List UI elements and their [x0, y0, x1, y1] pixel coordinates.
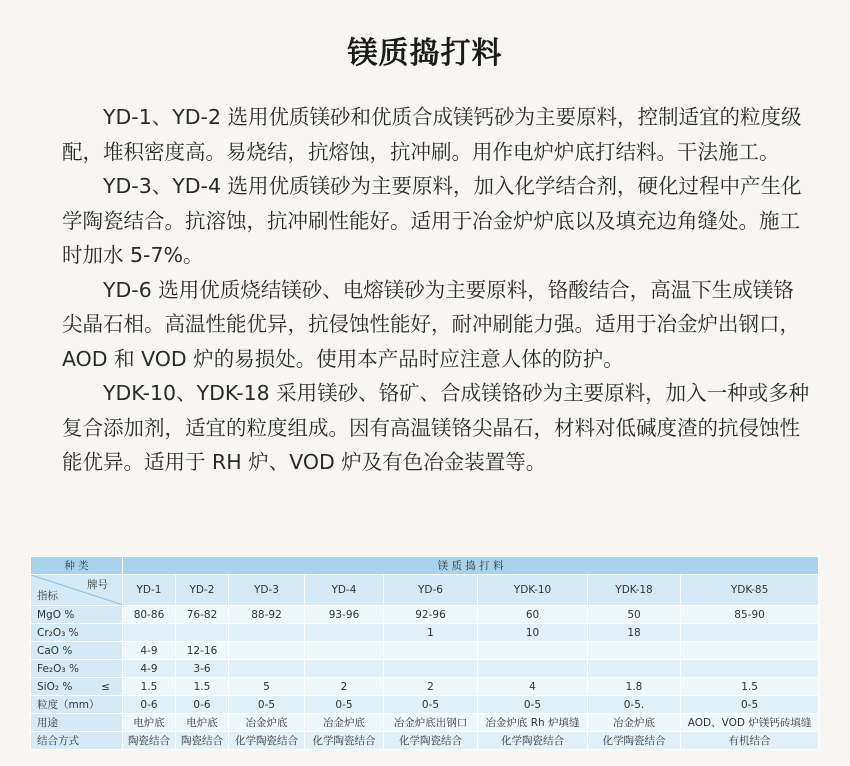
table-cell: 85-90 — [681, 606, 819, 624]
row-label — [31, 606, 123, 624]
table-cell — [229, 642, 305, 660]
row-label — [31, 714, 123, 732]
table-cell — [681, 642, 819, 660]
spec-table — [30, 556, 819, 750]
table-header-row — [31, 557, 819, 575]
table-cell: 10 — [478, 624, 588, 642]
table-cell: 0-6 — [123, 696, 176, 714]
brand-header: YDK-85 — [681, 575, 819, 606]
brand-index-cell — [31, 575, 123, 606]
table-cell: 有机结合 — [681, 732, 819, 750]
table-cell: 2 — [384, 678, 478, 696]
table-cell: 0-5. — [588, 696, 681, 714]
row-label-text: Fe₂O₃ % — [37, 662, 79, 675]
table-cell — [305, 660, 384, 678]
table-cell: 60 — [478, 606, 588, 624]
table-row — [31, 660, 819, 678]
table-cell: 0-5 — [681, 696, 819, 714]
row-label — [31, 642, 123, 660]
table-cell: 电炉底 — [123, 714, 176, 732]
table-cell — [123, 624, 176, 642]
table-cell: 0-6 — [176, 696, 229, 714]
table-cell: 76-82 — [176, 606, 229, 624]
row-label-text: 结合方式 — [37, 735, 79, 747]
table-cell: 18 — [588, 624, 681, 642]
group-header: 镁 质 捣 打 料 — [123, 557, 819, 575]
row-label — [31, 660, 123, 678]
table-cell: 0-5 — [305, 696, 384, 714]
spec-table-wrap — [30, 556, 818, 750]
comparison-symbol: ≤ — [101, 680, 110, 693]
brand-header: YD-3 — [229, 575, 305, 606]
table-cell: 0-5 — [384, 696, 478, 714]
table-cell: 化学陶瓷结合 — [305, 732, 384, 750]
table-cell — [384, 642, 478, 660]
table-cell — [478, 642, 588, 660]
table-cell: 3-6 — [176, 660, 229, 678]
table-cell: 1.5 — [681, 678, 819, 696]
table-cell: 50 — [588, 606, 681, 624]
table-cell: 88-92 — [229, 606, 305, 624]
table-cell: 冶金炉底 — [229, 714, 305, 732]
table-row — [31, 606, 819, 624]
table-cell — [229, 660, 305, 678]
brand-label: 牌号 — [87, 579, 108, 591]
table-cell: AOD、VOD 炉镁钙砖填缝 — [681, 714, 819, 732]
table-cell: 80-86 — [123, 606, 176, 624]
row-label — [31, 624, 123, 642]
row-label-text: 用途 — [37, 717, 58, 729]
brand-header: YD-1 — [123, 575, 176, 606]
paragraph-ydk: YDK-10、YDK-18 采用镁砂、铬矿、合成镁铬砂为主要原料，加入一种或多种复合添加剂，适宜的粒度组成。因有高温镁铬尖晶石，材料对低碱度渣的抗侵蚀性能优异。适用于 RH 炉、VOD 炉及有色冶金装置等。 — [62, 381, 810, 474]
table-cell: 0-5 — [229, 696, 305, 714]
table-cell: 化学陶瓷结合 — [384, 732, 478, 750]
table-row — [31, 678, 819, 696]
table-cell — [681, 624, 819, 642]
row-label-text: Cr₂O₃ % — [37, 626, 79, 639]
table-cell: 0-5 — [478, 696, 588, 714]
body-text — [62, 100, 812, 480]
row-label-text: 粒度（mm） — [37, 699, 100, 711]
table-cell: 1.5 — [123, 678, 176, 696]
table-cell: 化学陶瓷结合 — [478, 732, 588, 750]
category-header: 种 类 — [31, 557, 123, 575]
brand-header: YD-2 — [176, 575, 229, 606]
brand-header: YDK-18 — [588, 575, 681, 606]
table-cell — [305, 642, 384, 660]
table-cell: 4-9 — [123, 642, 176, 660]
table-cell: 陶瓷结合 — [176, 732, 229, 750]
table-cell: 93-96 — [305, 606, 384, 624]
brand-header: YD-6 — [384, 575, 478, 606]
table-row — [31, 732, 819, 750]
table-cell — [681, 660, 819, 678]
table-cell: 1.5 — [176, 678, 229, 696]
table-cell: 化学陶瓷结合 — [229, 732, 305, 750]
table-cell — [176, 624, 229, 642]
brand-header: YD-4 — [305, 575, 384, 606]
table-cell: 1 — [384, 624, 478, 642]
table-cell: 冶金炉底 Rh 炉填缝 — [478, 714, 588, 732]
brand-row — [31, 575, 819, 606]
table-row — [31, 624, 819, 642]
table-cell: 4 — [478, 678, 588, 696]
table-cell: 4-9 — [123, 660, 176, 678]
table-row — [31, 642, 819, 660]
table-cell: 冶金炉底出钢口 — [384, 714, 478, 732]
brand-header: YDK-10 — [478, 575, 588, 606]
table-cell: 冶金炉底 — [588, 714, 681, 732]
table-cell: 冶金炉底 — [305, 714, 384, 732]
table-cell: 12-16 — [176, 642, 229, 660]
table-cell — [384, 660, 478, 678]
row-label — [31, 678, 123, 696]
table-cell — [478, 660, 588, 678]
row-label — [31, 696, 123, 714]
paragraph-yd6: YD-6 选用优质烧结镁砂、电熔镁砂为主要原料，铬酸结合，高温下生成镁铬尖晶石相。高温性能优异，抗侵蚀性能好，耐冲刷能力强。适用于冶金炉出钢口，AOD 和 VOD 炉的易损处。使用本产品时应注意人体的防护。 — [62, 277, 800, 371]
table-cell — [588, 660, 681, 678]
table-row — [31, 696, 819, 714]
table-cell: 电炉底 — [176, 714, 229, 732]
table-cell — [229, 624, 305, 642]
table-cell: 92-96 — [384, 606, 478, 624]
paragraph-yd3-yd4: YD-3、YD-4 选用优质镁砂为主要原料，加入化学结合剂，硬化过程中产生化学陶瓷结合。抗溶蚀，抗冲刷性能好。适用于冶金炉炉底以及填充边角缝处。施工时加水 5-7%。 — [62, 174, 802, 267]
row-label-text: SiO₂ % — [37, 680, 73, 693]
page-title: 镁质捣打料 — [347, 36, 503, 71]
table-row — [31, 714, 819, 732]
table-cell: 化学陶瓷结合 — [588, 732, 681, 750]
row-label — [31, 732, 123, 750]
index-label: 指标 — [37, 590, 58, 602]
table-cell: 陶瓷结合 — [123, 732, 176, 750]
table-cell — [305, 624, 384, 642]
table-cell: 5 — [229, 678, 305, 696]
table-cell — [588, 642, 681, 660]
row-label-text: MgO % — [37, 608, 75, 621]
table-cell: 1.8 — [588, 678, 681, 696]
table-cell: 2 — [305, 678, 384, 696]
row-label-text: CaO % — [37, 644, 73, 657]
paragraph-yd1-yd2: YD-1、YD-2 选用优质镁砂和优质合成镁钙砂为主要原料，控制适宜的粒度级配，堆积密度高。易烧结，抗熔蚀，抗冲刷。用作电炉炉底打结料。干法施工。 — [62, 105, 802, 164]
